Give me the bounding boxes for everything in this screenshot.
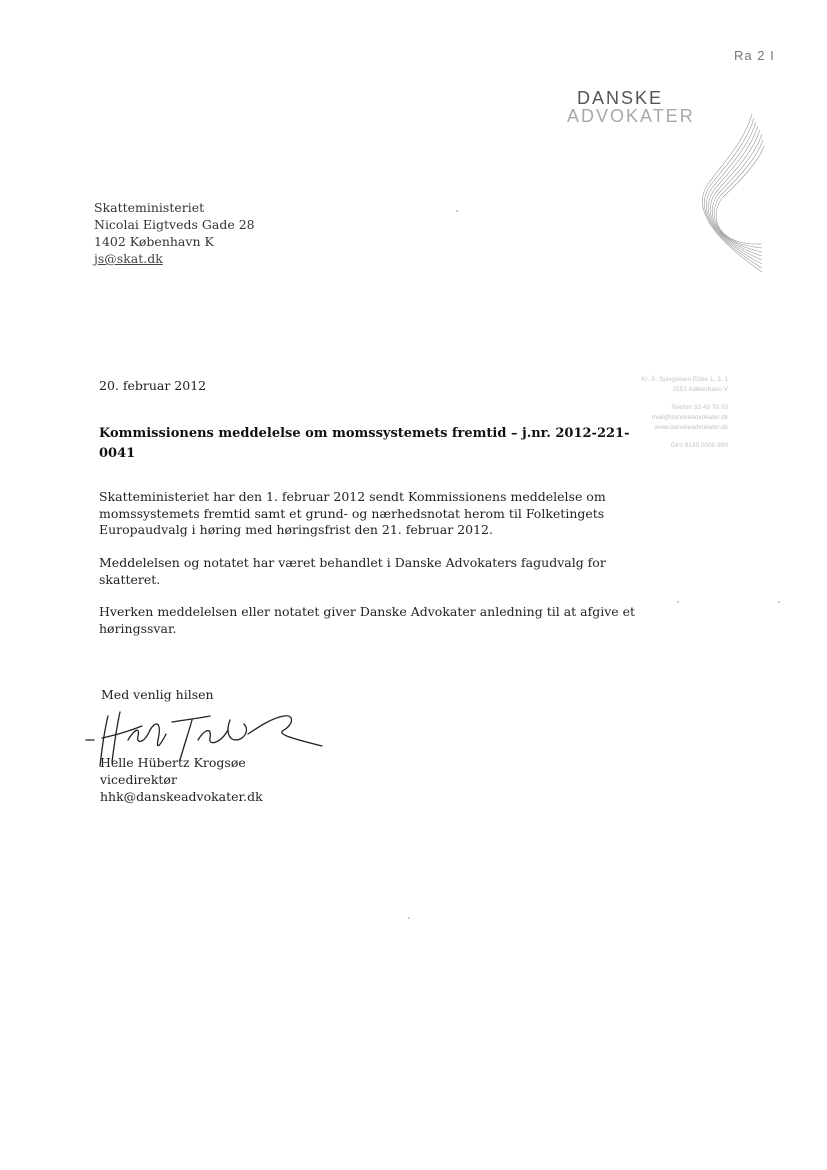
sender-giro: Giro 8135 0000 999 — [670, 442, 728, 449]
page-mark: Ra 2 I — [734, 48, 775, 63]
paragraph-line: Skatteministeriet har den 1. februar 2012 sendt Kommissionens meddelelse om — [99, 489, 606, 504]
body-paragraph-1 — [99, 489, 606, 539]
body-paragraph-2 — [99, 555, 606, 588]
recipient-address — [94, 199, 255, 267]
letter-date: 20. februar 2012 — [99, 378, 207, 393]
paragraph-line: skatteret. — [99, 571, 161, 587]
signer-block — [100, 754, 263, 805]
paragraph-line: Hverken meddelelsen eller notatet giver Danske Advokater anledning til at afgive et — [99, 604, 636, 619]
signer-title: vicedirektør — [100, 772, 177, 787]
sender-email: mail@danskeadvokater.dk — [651, 414, 728, 421]
paragraph-line: høringssvar. — [99, 620, 177, 636]
closing-greeting: Med venlig hilsen — [101, 687, 214, 702]
recipient-street: Nicolai Eigtveds Gade 28 — [94, 217, 255, 232]
signer-email: hhk@danskeadvokater.dk — [100, 789, 263, 804]
subject-heading — [99, 424, 630, 464]
scan-speck — [677, 601, 679, 603]
logo-swirl-icon — [686, 112, 766, 282]
logo-text-danske: DANSKE — [577, 88, 664, 108]
scan-speck — [408, 917, 410, 919]
recipient-email[interactable]: js@skat.dk — [94, 251, 163, 266]
sender-phone: Telefon 33 43 70 00 — [670, 404, 728, 411]
paragraph-line: Meddelelsen og notatet har været behandlet i Danske Advokaters fagudvalg for — [99, 555, 606, 570]
scan-speck — [456, 210, 458, 212]
sender-website: www.danskeadvokater.dk — [654, 424, 728, 431]
recipient-name: Skatteministeriet — [94, 200, 205, 215]
paragraph-line: Europaudvalg i høring med høringsfrist den 21. februar 2012. — [99, 522, 493, 537]
scan-speck — [778, 601, 780, 603]
recipient-city: 1402 København K — [94, 234, 214, 249]
sender-city-line: 1551 København V — [672, 386, 728, 393]
body-paragraph-3 — [99, 604, 635, 637]
sender-address-line: Kr. Å. Spiegelsen Ebbe 1, 3. 1 — [641, 376, 728, 383]
subject-line-1: Kommissionens meddelelse om momssystemets fremtid – j.nr. 2012-221- — [99, 426, 630, 441]
subject-line-2: 0041 — [99, 446, 136, 461]
paragraph-line: momssystemets fremtid samt et grund- og nærhedsnotat herom til Folketingets — [99, 505, 605, 521]
signer-name: Helle Hübertz Krogsøe — [100, 755, 246, 770]
logo-text-advokater: ADVOKATER — [567, 106, 695, 126]
